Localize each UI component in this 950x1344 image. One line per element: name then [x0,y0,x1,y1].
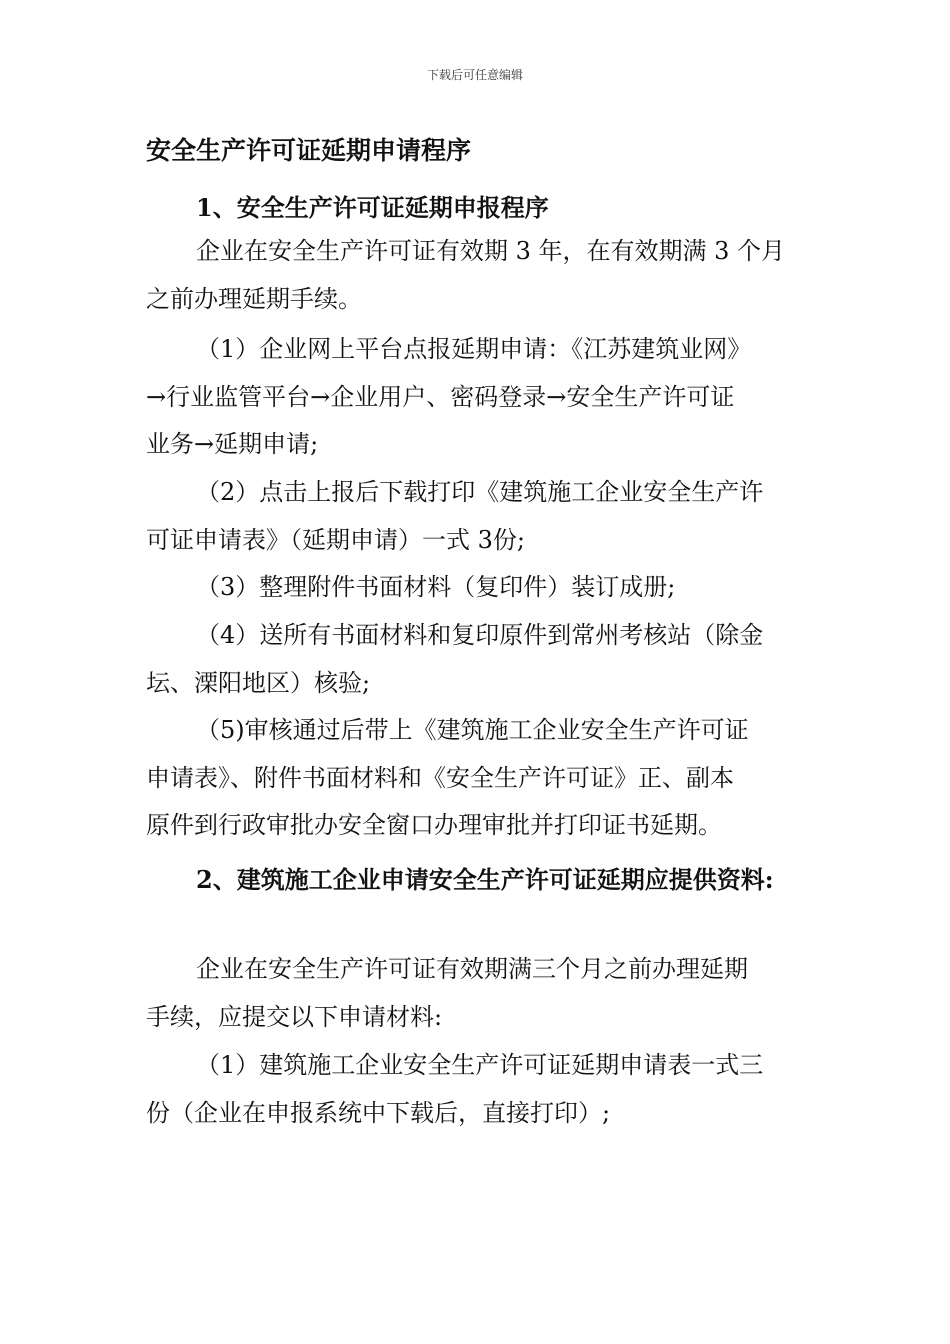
section-1-heading: 1、安全生产许可证延期申报程序 [196,193,549,222]
section-2-heading: 2、建筑施工企业申请安全生产许可证延期应提供资料: [196,865,774,894]
step-5 [146,707,826,850]
text-line: （1）企业网上平台点报延期申请：《江苏建筑业网》 [196,335,752,363]
text-line: 手续，应提交以下申请材料: [146,1002,443,1031]
text-line: 业务→延期申请; [146,430,319,458]
text-line: （2）点击上报后下载打印《建筑施工企业安全生产许 [196,478,764,506]
section-2-intro [146,946,826,1041]
text-line: →行业监管平台→企业用户、密码登录→安全生产许可证 [146,382,735,411]
step-4 [146,612,826,707]
text-line: 坛、溧阳地区）核验; [146,668,371,697]
document-title: 安全生产许可证延期申请程序 [146,136,472,165]
text-line: （1）建筑施工企业安全生产许可证延期申请表一式三 [196,1051,764,1079]
step-2 [146,469,826,564]
text-line: （4）送所有书面材料和复印原件到常州考核站（除金 [196,621,764,649]
material-1 [146,1042,826,1137]
page-header: 下载后可任意编辑 [426,68,523,82]
text-line: 企业在安全生产许可证有效期 3 年，在有效期满 3 个月 [196,237,786,265]
text-line: （3）整理附件书面材料（复印件）装订成册; [196,573,676,601]
text-line: 可证申请表》（延期申请）一式 3份; [146,525,525,554]
text-line: 之前办理延期手续。 [146,284,362,313]
text-line: 申请表》、附件书面材料和《安全生产许可证》正、副本 [146,763,734,792]
step-3 [146,564,826,612]
text-line: 份（企业在申报系统中下载后，直接打印）; [146,1098,611,1127]
section-1-intro [146,228,826,323]
text-line: 企业在安全生产许可证有效期满三个月之前办理延期 [196,955,748,983]
text-line: （5)审核通过后带上《建筑施工企业安全生产许可证 [196,716,749,744]
step-1 [146,326,826,469]
text-line: 原件到行政审批办安全窗口办理审批并打印证书延期。 [146,811,722,839]
